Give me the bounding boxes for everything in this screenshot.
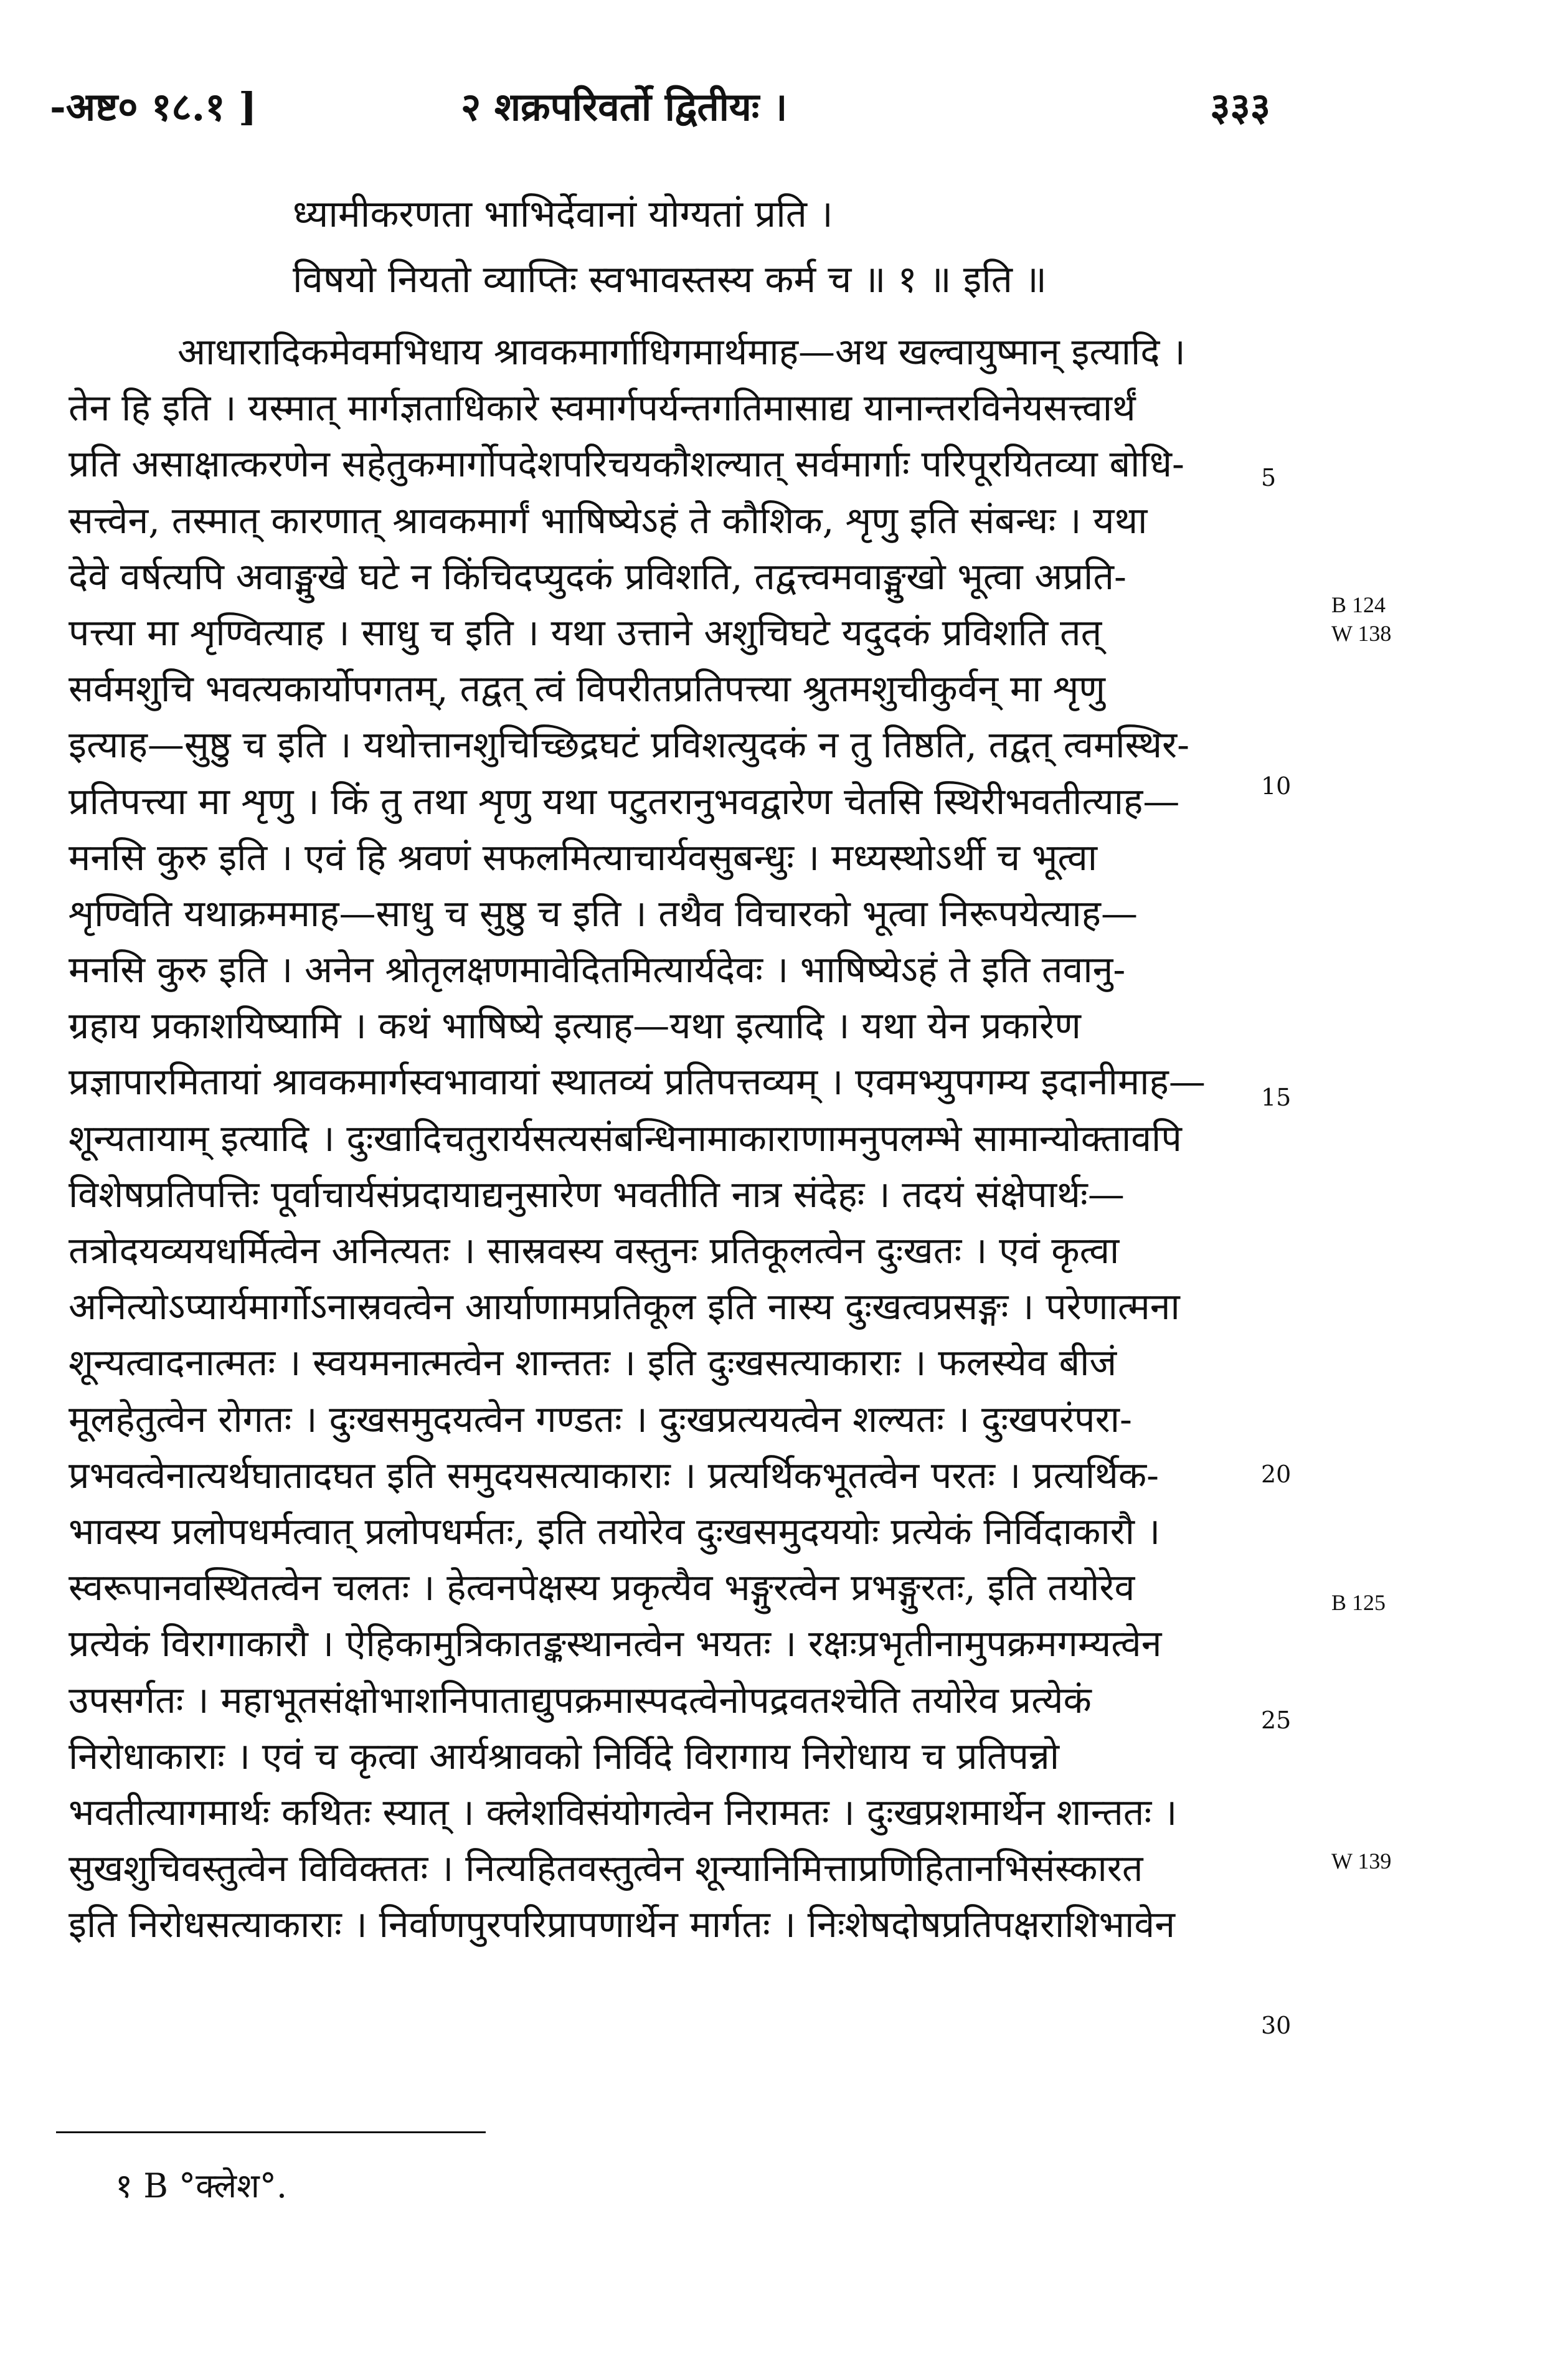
- text-line: मूलहेतुत्वेन रोगतः । दुःखसमुदयत्वेन गण्डतः । दुःखप्रत्ययत्वेन शल्यतः । दुःखपरंपरा-: [68, 1397, 1132, 1441]
- text-line: तेन हि इति । यस्मात् मार्गज्ञताधिकारे स्वमार्गपर्यन्तगतिमासाद्य यानान्तरविनेयसत्त्वार्थं: [68, 386, 1136, 430]
- text-line: सत्त्वेन, तस्मात् कारणात् श्रावकमार्गं भाषिष्येऽहं ते कौशिक, शृणु इति संबन्धः । यथा: [68, 498, 1148, 542]
- margin-siglum: W 138: [1331, 621, 1392, 646]
- margin-siglum: B 124: [1331, 592, 1386, 617]
- text-line: प्रज्ञापारमितायां श्रावकमार्गस्वभावायां स्थातव्यं प्रतिपत्तव्यम् । एवमभ्युपगम्य इदानीमाह—: [68, 1060, 1206, 1104]
- text-line: शृण्विति यथाक्रममाह—साधु च सुष्ठु च इति । तथैव विचारको भूत्वा निरूपयेत्याह—: [68, 891, 1138, 935]
- line-number: 20: [1261, 1461, 1292, 1488]
- footnote-rule: [56, 2131, 486, 2133]
- text-line: प्रति असाक्षात्करणेन सहेतुकमार्गोपदेशपरिचयकौशल्यात् सर्वमार्गाः परिपूरयितव्या बोधि-: [68, 442, 1184, 486]
- text-line: विशेषप्रतिपत्तिः पूर्वाचार्यसंप्रदायाद्यनुसारेण भवतीति नात्र संदेहः । तदयं संक्षेपार्थः—: [68, 1172, 1125, 1216]
- text-line: इत्याह—सुष्ठु च इति । यथोत्तानशुचिच्छिद्रघटं प्रविशत्युदकं न तु तिष्ठति, तद्वत् त्वमस्थिर-: [68, 723, 1190, 767]
- text-line: मनसि कुरु इति । अनेन श्रोतृलक्षणमावेदितमित्यार्यदेवः । भाषिष्येऽहं ते इति तवानु-: [68, 948, 1126, 992]
- commentary-text: [68, 324, 1255, 1953]
- text-line: स्वरूपानवस्थितत्वेन चलतः । हेत्वनपेक्षस्य प्रकृत्यैव भङ्गुरत्वेन प्रभङ्गुरतः, इति तयोरेव: [68, 1566, 1135, 1609]
- text-line: शून्यतायाम् इत्यादि । दुःखादिचतुरार्यसत्यसंबन्धिनामाकाराणामनुपलम्भे सामान्योक्तावपि: [68, 1116, 1182, 1160]
- text-line: सुखशुचिवस्तुत्वेन विविक्ततः । नित्यहितवस्तुत्वेन शून्यानिमित्ताप्रणिहितानभिसंस्कारत: [68, 1847, 1143, 1890]
- running-header: [50, 80, 1270, 148]
- line-number: 10: [1261, 772, 1292, 800]
- header-title: २ शक्रपरिवर्तो द्वितीयः ।: [461, 84, 788, 130]
- text-line: प्रभवत्वेनात्यर्थघातादघत इति समुदयसत्याकाराः । प्रत्यर्थिकभूतत्वेन परतः । प्रत्यर्थिक-: [68, 1453, 1159, 1497]
- text-line: आधारादिकमेवमभिधाय श्रावकमार्गाधिगमार्थमाह—अथ खल्वायुष्मान् इत्यादि ।: [177, 330, 1186, 373]
- text-line: देवे वर्षत्यपि अवाङ्मुखे घटे न किंचिदप्युदकं प्रविशति, तद्वत्त्वमवाङ्मुखो भूत्वा अप्रति-: [68, 554, 1126, 598]
- margin-siglum: W 139: [1331, 1849, 1392, 1873]
- text-line: भावस्य प्रलोपधर्मत्वात् प्रलोपधर्मतः, इति तयोरेव दुःखसमुदययोः प्रत्येकं निर्विदाकारौ ।: [68, 1509, 1161, 1553]
- line-number: 25: [1261, 1707, 1292, 1734]
- text-line: मनसि कुरु इति । एवं हि श्रवणं सफलमित्याचार्यवसुबन्धुः । मध्यस्थोऽर्थी च भूत्वा: [68, 835, 1098, 879]
- text-line: पत्त्या मा शृण्वित्याह । साधु च इति । यथा उत्ताने अशुचिघटे यदुदकं प्रविशति तत्: [68, 610, 1102, 654]
- text-line: ग्रहाय प्रकाशयिष्यामि । कथं भाषिष्ये इत्याह—यथा इत्यादि । यथा येन प्रकारेण: [68, 1004, 1081, 1048]
- text-line: निरोधाकाराः । एवं च कृत्वा आर्यश्रावको निर्विदे विरागाय निरोधाय च प्रतिपन्नो: [68, 1734, 1059, 1778]
- verse-line-2: विषयो नियतो व्याप्तिः स्वभावस्तस्य कर्म च ॥ १ ॥ इति ॥: [293, 258, 1047, 301]
- line-number: 15: [1261, 1084, 1292, 1111]
- text-line: सर्वमशुचि भवत्यकार्योपगतम्, तद्वत् त्वं विपरीतप्रतिपत्त्या श्रुतमशुचीकुर्वन् मा शृणु: [68, 667, 1105, 711]
- line-number: 5: [1261, 464, 1277, 491]
- page-number: ३३३: [1210, 84, 1270, 130]
- text-line: शून्यत्वादनात्मतः । स्वयमनात्मत्वेन शान्ततः । इति दुःखसत्याकाराः । फलस्येव बीजं: [68, 1341, 1117, 1385]
- verse-line-1: ध्यामीकरणता भाभिर्देवानां योग्यतां प्रति ।: [293, 192, 833, 236]
- text-line: प्रत्येकं विरागाकारौ । ऐहिकामुत्रिकातङ्कस्थानत्वेन भयतः । रक्षःप्रभृतीनामुपक्रमगम्यत्वेन: [68, 1622, 1162, 1665]
- header-left: -अष्ट० १८.१ ]: [50, 84, 257, 130]
- text-line: भवतीत्यागमार्थः कथितः स्यात् । क्लेशविसंयोगत्वेन निरामतः । दुःखप्रशमार्थेन शान्ततः ।: [68, 1790, 1178, 1834]
- line-number: 30: [1261, 2012, 1292, 2039]
- text-line: तत्रोदयव्ययधर्मित्वेन अनित्यतः । सास्रवस्य वस्तुनः प्रतिकूलत्वेन दुःखतः । एवं कृत्वा: [68, 1229, 1120, 1272]
- margin-siglum: B 125: [1331, 1590, 1386, 1615]
- text-line: इति निरोधसत्याकाराः । निर्वाणपुरपरिप्रापणार्थेन मार्गतः । निःशेषदोषप्रतिपक्षराशिभावेन: [68, 1903, 1175, 1946]
- text-line: उपसर्गतः । महाभूतसंक्षोभाशनिपाताद्युपक्रमास्पदत्वेनोपद्रवतश्चेति तयोरेव प्रत्येकं: [68, 1678, 1092, 1722]
- text-line: अनित्योऽप्यार्यमार्गोऽनास्रवत्वेन आर्याणामप्रतिकूल इति नास्य दुःखत्वप्रसङ्गः । परेणात्मना: [68, 1285, 1180, 1329]
- text-line: प्रतिपत्त्या मा शृणु । किं तु तथा शृणु यथा पटुतरानुभवद्वारेण चेतसि स्थिरीभवतीत्याह—: [68, 779, 1180, 823]
- footnote: १ B °क्लेश°.: [115, 2166, 288, 2205]
